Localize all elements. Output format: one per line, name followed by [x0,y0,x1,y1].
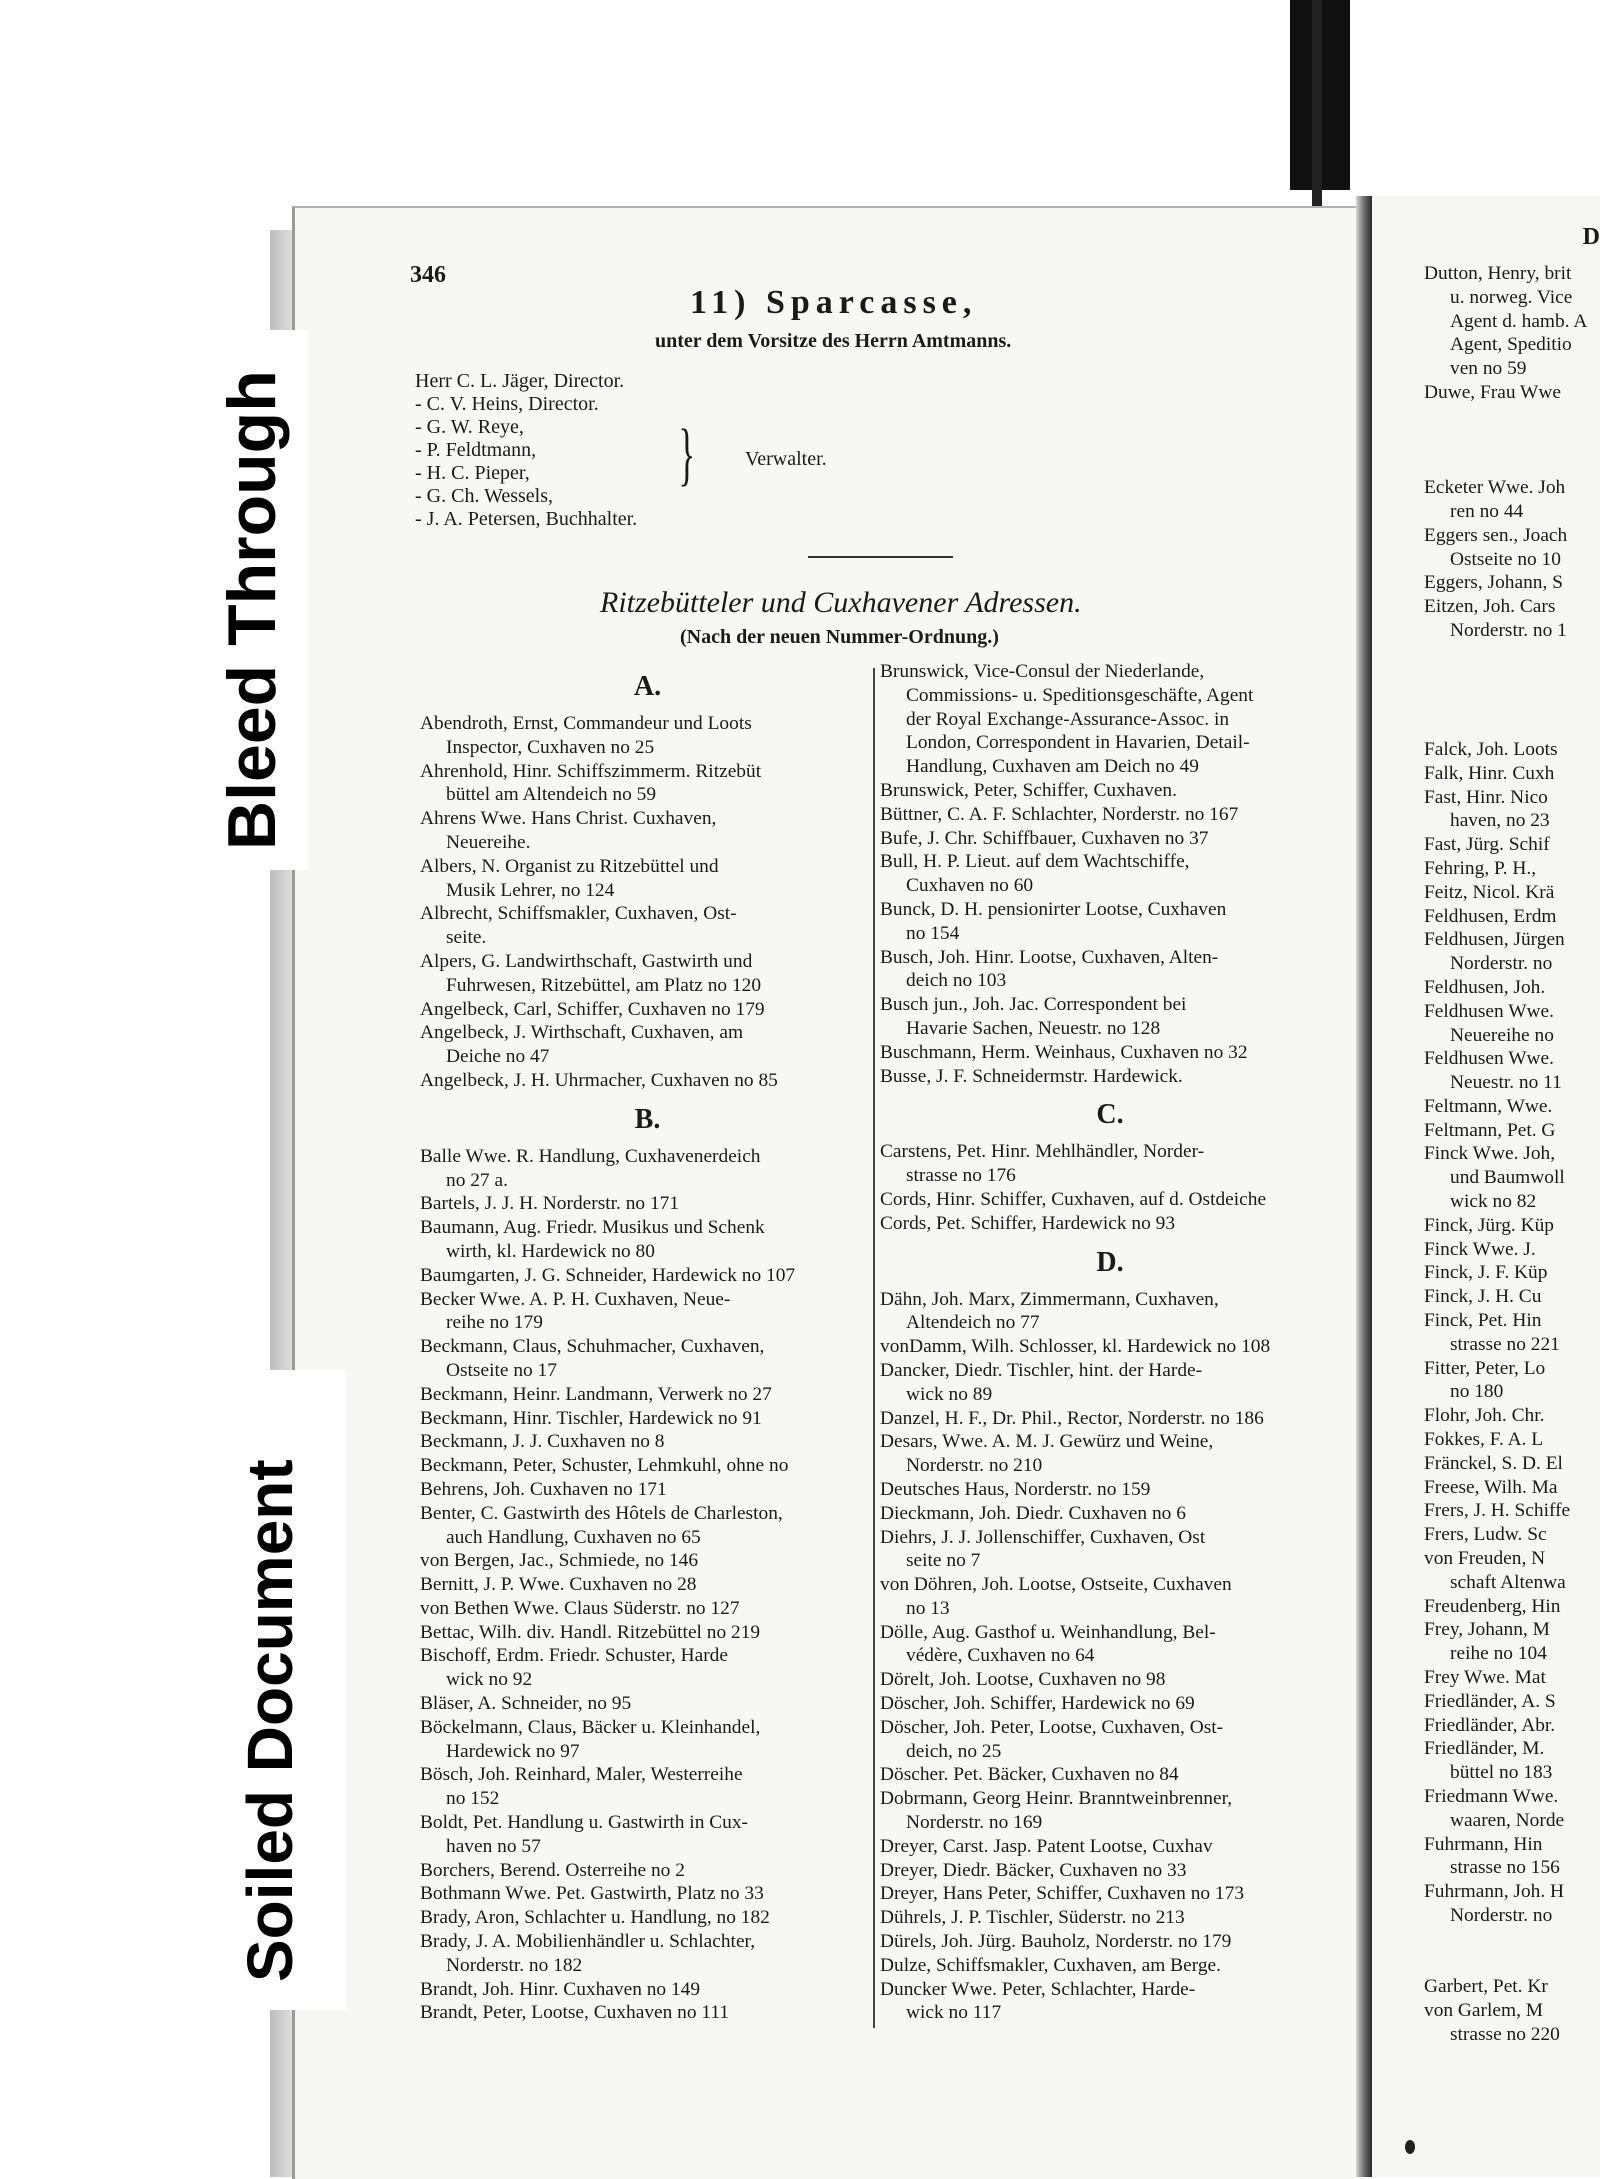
address-entry: Albers, N. Organist zu Ritzebüttel und [420,855,719,877]
address-entry: Cords, Hinr. Schiffer, Cuxhaven, auf d. Ostdeiche [880,1188,1267,1210]
address-entry: Borchers, Berend. Osterreihe no 2 [420,1859,685,1881]
address-entry: auch Handlung, Cuxhaven no 65 [446,1526,701,1548]
address-entry: Finck Wwe. J. [1424,1238,1536,1260]
address-entry: Duncker Wwe. Peter, Schlachter, Harde- [880,1978,1196,2000]
address-entry: Neuestr. no 11 [1450,1072,1562,1094]
address-entry: Feldhusen Wwe. [1424,1000,1554,1022]
address-entry: von Bergen, Jac., Schmiede, no 146 [420,1550,699,1572]
address-entry: strasse no 220 [1450,2023,1560,2045]
address-entry: Eggers sen., Joach [1424,524,1568,546]
staff-line: - P. Feldtmann, [415,439,537,461]
address-entry: Feltmann, Pet. G [1424,1119,1556,1141]
address-entry: Bläser, A. Schneider, no 95 [420,1693,632,1715]
address-entry: reihe no 179 [446,1312,543,1334]
address-entry: Dutton, Henry, brit [1424,263,1572,284]
address-entry: Freese, Wilh. Ma [1424,1476,1558,1498]
address-entry: Beckmann, J. J. Cuxhaven no 8 [420,1431,665,1453]
address-entry: seite. [446,927,487,949]
letter-heading-a: A. [633,671,662,702]
address-entry: Fränckel, S. D. El [1424,1452,1563,1474]
address-entry: wirth, kl. Hardewick no 80 [446,1240,655,1262]
address-entry: Frers, J. H. Schiffe [1424,1500,1571,1522]
address-entry: Benter, C. Gastwirth des Hôtels de Charleston, [420,1502,783,1524]
entries-a [420,712,875,1093]
address-entry: Eitzen, Joh. Cars [1424,596,1556,618]
address-entry: Norderstr. no 182 [446,1954,583,1976]
address-entry: Agent, Speditio [1450,334,1572,356]
address-entry: Commissions- u. Speditionsgeschäfte, Agent [906,684,1254,706]
address-entry [1424,643,1600,667]
address-entry: Brandt, Joh. Hinr. Cuxhaven no 149 [420,1978,701,2000]
address-entry: u. norweg. Vice [1450,286,1573,308]
address-entry: Friedmann Wwe. [1424,1786,1559,1807]
address-entry: Busse, J. F. Schneidermstr. Hardewick. [880,1065,1183,1087]
address-entry: Frey, Johann, M [1424,1619,1550,1641]
address-entry: Fast, Hinr. Nico [1424,786,1548,808]
soiled-document-label [196,1370,346,2010]
address-entry: Fuhrmann, Joh. H [1424,1881,1565,1903]
address-entry: Ahrenhold, Hinr. Schiffszimmerm. Ritzebüt [420,760,762,782]
staff-line: - C. V. Heins, Director. [415,393,599,415]
address-entry: Dürels, Joh. Jürg. Bauholz, Norderstr. no 179 [880,1931,1232,1953]
address-entry: Friedländer, A. S [1424,1690,1556,1712]
address-entry: Brandt, Peter, Lootse, Cuxhaven no 111 [420,2002,730,2024]
address-entry: Eggers, Johann, S [1424,572,1563,594]
address-entry: Büttner, C. A. F. Schlachter, Norderstr. no 167 [880,803,1239,825]
address-entry: Angelbeck, Carl, Schiffer, Cuxhaven no 179 [420,998,765,1020]
address-entry: Bösch, Joh. Reinhard, Maler, Westerreihe [420,1764,743,1786]
address-entry: Angelbeck, J. H. Uhrmacher, Cuxhaven no 85 [420,1069,778,1091]
staff-role: Verwalter. [745,448,827,470]
address-entry: Flohr, Joh. Chr. [1424,1405,1545,1427]
address-entry: Duwe, Frau Wwe [1424,381,1561,403]
address-entry: Inspector, Cuxhaven no 25 [446,736,655,758]
address-entry: Feldhusen, Erdm [1424,905,1557,927]
left-column [420,660,875,2025]
address-entry: Frers, Ludw. Sc [1424,1524,1547,1546]
address-entry: Altendeich no 77 [906,1312,1040,1334]
address-entry: Busch, Joh. Hinr. Lootse, Cuxhaven, Alten- [880,946,1219,968]
address-entry: wick no 117 [906,2002,1002,2024]
address-entry: Friedländer, Abr. [1424,1714,1556,1736]
address-entry: Norderstr. no 169 [906,1812,1043,1834]
address-entry: Boldt, Pet. Handlung u. Gastwirth in Cux- [420,1812,749,1834]
address-entry: strasse no 221 [1450,1333,1560,1355]
address-entry: Böckelmann, Claus, Bäcker u. Kleinhandel, [420,1716,761,1738]
address-entry: Havarie Sachen, Neuestr. no 128 [906,1017,1161,1039]
address-entry: Falk, Hinr. Cuxh [1424,762,1555,784]
address-entry: Baumgarten, J. G. Schneider, Hardewick no 107 [420,1264,796,1286]
address-entry: Dähn, Joh. Marx, Zimmermann, Cuxhaven, [880,1288,1219,1310]
address-entry: Dührels, J. P. Tischler, Süderstr. no 213 [880,1907,1185,1929]
staff-line: Herr C. L. Jäger, Director. [415,370,625,392]
address-entry: Ostseite no 17 [446,1359,557,1381]
address-subtitle: (Nach der neuen Nummer-Ordnung.) [680,626,999,648]
section-divider [808,556,953,558]
staff-line: - G. W. Reye, [415,416,524,438]
address-entry: wick no 89 [906,1383,993,1405]
address-entry: deich no 103 [906,970,1007,992]
address-entry: büttel no 183 [1450,1762,1553,1784]
address-entry: Deutsches Haus, Norderstr. no 159 [880,1478,1151,1500]
staff-line: - J. A. Petersen, Buchhalter. [415,508,638,530]
address-entry: Feldhusen, Joh. [1424,976,1546,998]
address-entry: Dobrmann, Georg Heinr. Branntweinbrenner, [880,1788,1233,1810]
address-entry: Finck, Jürg. Küp [1424,1214,1554,1236]
address-entry: Dreyer, Hans Peter, Schiffer, Cuxhaven no 173 [880,1883,1245,1905]
address-entry: ven no 59 [1450,358,1527,380]
address-entry: wick no 82 [1450,1191,1537,1213]
address-entry: no 154 [906,922,960,944]
bleed-through-label [188,330,308,870]
address-entry: waaren, Norde [1450,1809,1565,1831]
address-entry: von Döhren, Joh. Lootse, Ostseite, Cuxhaven [880,1574,1232,1596]
address-entry: Beckmann, Claus, Schuhmacher, Cuxhaven, [420,1336,765,1358]
address-entry: Finck Wwe. Joh, [1424,1143,1556,1165]
address-entry: schaft Altenwa [1450,1571,1566,1593]
address-entry: Bernitt, J. P. Wwe. Cuxhaven no 28 [420,1574,697,1596]
address-entry: Bufe, J. Chr. Schiffbauer, Cuxhaven no 37 [880,827,1209,849]
address-entry: Döscher. Pet. Bäcker, Cuxhaven no 84 [880,1764,1179,1786]
address-entry: Feitz, Nicol. Krä [1424,881,1555,903]
address-entry: Beckmann, Heinr. Landmann, Verwerk no 27 [420,1383,772,1405]
address-entry: Feltmann, Wwe. [1424,1095,1553,1117]
page-number: 346 [410,262,446,288]
address-entry: Norderstr. no 1 [1450,619,1567,641]
address-entry: Dancker, Diedr. Tischler, hint. der Harde- [880,1359,1203,1381]
entries-c [880,1140,1340,1235]
address-entry: Brunswick, Peter, Schiffer, Cuxhaven. [880,779,1177,801]
address-entry: Hardewick no 97 [446,1740,580,1762]
address-entry: von Bethen Wwe. Claus Süderstr. no 127 [420,1597,740,1619]
address-entry: Norderstr. no 210 [906,1455,1043,1477]
address-entry: Deiche no 47 [446,1046,550,1068]
address-entry: no 27 a. [446,1169,508,1191]
address-entry: Diehrs, J. J. Jollenschiffer, Cuxhaven, Ost [880,1526,1206,1548]
address-entry: Agent d. hamb. A [1450,310,1588,332]
address-entry: Beckmann, Hinr. Tischler, Hardewick no 91 [420,1407,762,1429]
address-entry: no 13 [906,1597,950,1619]
address-entry: Fehring, P. H., [1424,857,1537,879]
address-entry: Dulze, Schiffsmakler, Cuxhaven, am Berge. [880,1954,1221,1976]
address-entry: Norderstr. no [1450,953,1553,975]
address-entry: Beckmann, Peter, Schuster, Lehmkuhl, ohne no [420,1455,789,1477]
staff-line: - G. Ch. Wessels, [415,485,554,507]
address-entry: Freudenberg, Hin [1424,1595,1561,1617]
address-entry: Bettac, Wilh. div. Handl. Ritzebüttel no 219 [420,1621,761,1643]
address-entry: Fitter, Peter, Lo [1424,1357,1546,1379]
address-entry: Albrecht, Schiffsmakler, Cuxhaven, Ost- [420,903,737,925]
address-entry: von Garlem, M [1424,2000,1544,2022]
address-entry: Fuhrmann, Hin [1424,1833,1543,1855]
address-entry [1424,714,1600,738]
address-entry: Garbert, Pet. Kr [1424,1976,1548,1998]
address-entry: Dölle, Aug. Gasthof u. Weinhandlung, Bel- [880,1621,1216,1643]
address-entry [1424,1928,1600,1952]
staff-line: - H. C. Pieper, [415,462,530,484]
right-page-column [1424,226,1600,2047]
section-subtitle: unter dem Vorsitze des Herrn Amtmanns. [655,330,1012,352]
address-entry: Dieckmann, Joh. Diedr. Cuxhaven no 6 [880,1502,1186,1524]
address-entry: Alpers, G. Landwirthschaft, Gastwirth und [420,950,753,972]
address-entry [1424,667,1600,691]
address-entry [1424,690,1600,714]
address-entry: Brunswick, Vice-Consul der Niederlande, [880,661,1205,682]
address-entry: Bunck, D. H. pensionirter Lootse, Cuxhaven [880,898,1227,920]
middle-column [880,660,1340,2025]
letter-heading-c: C. [1096,1099,1124,1131]
address-entry: haven no 57 [446,1835,541,1857]
address-entry: London, Correspondent in Havarien, Detail- [906,732,1250,754]
address-entry: Bartels, J. J. H. Norderstr. no 171 [420,1193,680,1215]
address-entry: strasse no 156 [1450,1857,1560,1879]
address-entry: Angelbeck, J. Wirthschaft, Cuxhaven, am [420,1022,744,1044]
address-entry: no 180 [1450,1381,1504,1403]
address-entry: védère, Cuxhaven no 64 [906,1645,1095,1667]
grouping-brace: } [678,416,696,493]
address-entry: Bothmann Wwe. Pet. Gastwirth, Platz no 33 [420,1883,764,1905]
entries-d [880,1288,1340,2026]
address-entry: Frey Wwe. Mat [1424,1667,1546,1689]
entries-top [880,660,1340,1088]
page-gutter [1356,196,1372,2177]
address-entry: Brady, Aron, Schlachter u. Handlung, no 182 [420,1907,770,1929]
right-entries [1424,262,1600,2047]
right-page-header-letter: D [1582,226,1600,250]
address-entry: Fokkes, F. A. L [1424,1429,1544,1451]
address-entry: Busch jun., Joh. Jac. Correspondent bei [880,994,1187,1016]
address-entry: vonDamm, Wilh. Schlosser, kl. Hardewick no 108 [880,1336,1271,1358]
address-entry: Fuhrwesen, Ritzebüttel, am Platz no 120 [446,974,762,996]
address-entry: Fast, Jürg. Schif [1424,834,1550,856]
address-entry: reihe no 104 [1450,1643,1547,1665]
address-entry: der Royal Exchange-Assurance-Assoc. in [906,708,1230,730]
address-entry [1424,429,1600,453]
address-entry: Bull, H. P. Lieut. auf dem Wachtschiffe, [880,851,1190,873]
address-entry: Finck, J. F. Küp [1424,1262,1548,1284]
bleed-through-label-text: Bleed Through [214,370,290,850]
address-entry: Dörelt, Joh. Lootse, Cuxhaven no 98 [880,1669,1166,1691]
soiled-document-label-text: Soiled Document [234,1459,306,1982]
address-entry: Feldhusen, Jürgen [1424,929,1565,951]
letter-heading-b: B. [634,1103,661,1135]
address-entry: Ahrens Wwe. Hans Christ. Cuxhaven, [420,808,717,830]
address-entry: seite no 7 [906,1550,981,1572]
address-entry: Feldhusen Wwe. [1424,1048,1554,1070]
address-entry: Dreyer, Diedr. Bäcker, Cuxhaven no 33 [880,1859,1187,1881]
address-entry: Brady, J. A. Mobilienhändler u. Schlachter, [420,1931,756,1953]
address-entry: haven, no 23 [1450,810,1550,832]
address-entry: Norderstr. no [1450,1904,1553,1926]
address-entry: Danzel, H. F., Dr. Phil., Rector, Norderstr. no 186 [880,1407,1264,1429]
address-entry: Falck, Joh. Loots [1424,738,1558,760]
address-entry: Bischoff, Erdm. Friedr. Schuster, Harde [420,1645,728,1667]
address-entry: Carstens, Pet. Hinr. Mehlhändler, Norder- [880,1141,1205,1163]
address-entry: Cords, Pet. Schiffer, Hardewick no 93 [880,1212,1176,1234]
address-entry: Becker Wwe. A. P. H. Cuxhaven, Neue- [420,1288,731,1310]
address-entry: Ostseite no 10 [1450,548,1561,570]
address-entry: deich, no 25 [906,1740,1002,1762]
address-entry: Dreyer, Carst. Jasp. Patent Lootse, Cuxhav [880,1835,1213,1857]
address-entry: Friedländer, M. [1424,1738,1545,1760]
address-entry: strasse no 176 [906,1165,1016,1187]
ink-blot [1405,2140,1415,2154]
address-title: Ritzebütteler und Cuxhavener Adressen. [600,586,1082,619]
address-entry: no 152 [446,1788,500,1810]
address-entry [1424,405,1600,429]
address-entry: Finck, J. H. Cu [1424,1286,1542,1308]
address-entry: Döscher, Joh. Peter, Lootse, Cuxhaven, Ost- [880,1716,1224,1738]
address-entry: Baumann, Aug. Friedr. Musikus und Schenk [420,1217,765,1239]
address-entry: Cuxhaven no 60 [906,875,1034,897]
address-entry: und Baumwoll [1450,1167,1565,1189]
address-entry: Abendroth, Ernst, Commandeur und Loots [420,713,752,734]
address-entry: Ecketer Wwe. Joh [1424,477,1566,499]
address-entry: Döscher, Joh. Schiffer, Hardewick no 69 [880,1693,1195,1715]
entries-b [420,1145,875,2025]
address-entry: wick no 92 [446,1669,533,1691]
address-entry: büttel am Altendeich no 59 [446,784,657,806]
address-entry: Balle Wwe. R. Handlung, Cuxhavenerdeich [420,1145,761,1167]
address-entry: Handlung, Cuxhaven am Deich no 49 [906,756,1199,778]
address-entry [1424,1952,1600,1976]
letter-heading-d: D. [1096,1246,1124,1278]
address-entry: von Freuden, N [1424,1548,1546,1570]
address-entry: Neuereihe no [1450,1024,1554,1046]
address-entry: ren no 44 [1450,500,1524,522]
staff-list [415,370,637,531]
address-entry: Buschmann, Herm. Weinhaus, Cuxhaven no 32 [880,1041,1248,1063]
address-entry: Behrens, Joh. Cuxhaven no 171 [420,1478,667,1500]
address-entry [1424,452,1600,476]
address-entry: Musik Lehrer, no 124 [446,879,615,901]
address-entry: Finck, Pet. Hin [1424,1310,1542,1332]
section-title: 11) Sparcasse, [690,284,978,321]
address-entry: Desars, Wwe. A. M. J. Gewürz und Weine, [880,1431,1214,1453]
address-entry: Neuereihe. [446,831,531,853]
